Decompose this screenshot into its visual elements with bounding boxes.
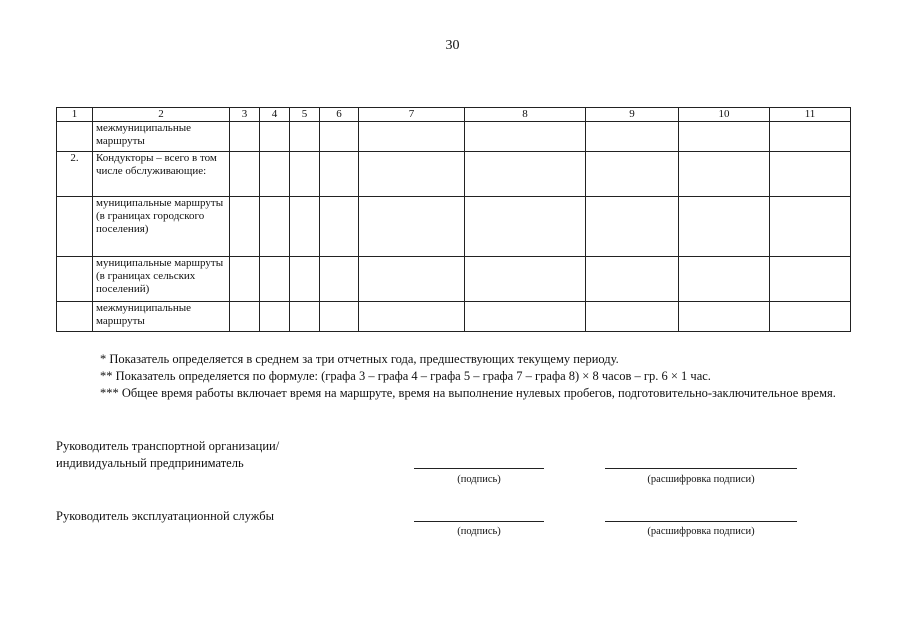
row-number: 2. [57, 152, 93, 197]
empty-cell [679, 197, 770, 257]
empty-cell [770, 152, 851, 197]
empty-cell [260, 257, 290, 302]
ops-signature-line [414, 521, 544, 522]
table-row [57, 152, 851, 197]
empty-cell [320, 197, 359, 257]
column-header: 8 [465, 108, 586, 122]
empty-cell [230, 152, 260, 197]
empty-cell [359, 122, 465, 152]
row-label: муниципальные маршруты (в границах городского поселения) [93, 197, 230, 257]
column-header: 7 [359, 108, 465, 122]
column-header: 9 [586, 108, 679, 122]
empty-cell [679, 302, 770, 332]
empty-cell [465, 302, 586, 332]
head-decoding-line [605, 468, 797, 469]
empty-cell [679, 122, 770, 152]
column-header: 2 [93, 108, 230, 122]
empty-cell [770, 302, 851, 332]
empty-cell [290, 257, 320, 302]
table-row [57, 302, 851, 332]
empty-cell [770, 197, 851, 257]
empty-cell [290, 152, 320, 197]
column-header: 10 [679, 108, 770, 122]
footnotes [56, 351, 851, 402]
row-number [57, 302, 93, 332]
table-row [57, 122, 851, 152]
empty-cell [359, 197, 465, 257]
column-header: 11 [770, 108, 851, 122]
head-label-line1: Руководитель транспортной организации/ [56, 439, 280, 453]
row-label: Кондукторы – всего в том числе обслуживающие: [93, 152, 230, 197]
report-table [56, 107, 851, 332]
empty-cell [465, 257, 586, 302]
empty-cell [320, 302, 359, 332]
row-label: межмуниципальные маршруты [93, 122, 230, 152]
empty-cell [230, 122, 260, 152]
empty-cell [770, 122, 851, 152]
row-number [57, 197, 93, 257]
ops-signature-label: Руководитель эксплуатационной службы [56, 509, 274, 523]
empty-cell [260, 152, 290, 197]
column-header: 5 [290, 108, 320, 122]
table-row [57, 197, 851, 257]
empty-cell [465, 197, 586, 257]
empty-cell [679, 257, 770, 302]
empty-cell [359, 152, 465, 197]
empty-cell [770, 257, 851, 302]
ops-signature-caption: (подпись) [457, 526, 501, 537]
empty-cell [359, 257, 465, 302]
empty-cell [290, 197, 320, 257]
empty-cell [586, 152, 679, 197]
column-header: 3 [230, 108, 260, 122]
head-label-line2: индивидуальный предприниматель [56, 456, 244, 470]
empty-cell [465, 152, 586, 197]
empty-cell [465, 122, 586, 152]
empty-cell [359, 302, 465, 332]
head-signature-line [414, 468, 544, 469]
page-number: 30 [445, 38, 460, 53]
head-signature-caption: (подпись) [457, 474, 501, 485]
empty-cell [260, 122, 290, 152]
empty-cell [230, 302, 260, 332]
row-number [57, 257, 93, 302]
empty-cell [586, 257, 679, 302]
footnote-3: *** Общее время работы включает время на маршруте, время на выполнение нулевых пробегов, подготовительно-заключительное время. [100, 386, 836, 400]
row-label: межмуниципальные маршруты [93, 302, 230, 332]
row-number [57, 122, 93, 152]
empty-cell [320, 257, 359, 302]
empty-cell [320, 122, 359, 152]
table-row [57, 257, 851, 302]
row-label: муниципальные маршруты (в границах сельских поселений) [93, 257, 230, 302]
empty-cell [586, 122, 679, 152]
empty-cell [679, 152, 770, 197]
column-header: 1 [57, 108, 93, 122]
empty-cell [260, 302, 290, 332]
ops-decoding-line [605, 521, 797, 522]
column-header: 6 [320, 108, 359, 122]
empty-cell [320, 152, 359, 197]
footnote-1: * Показатель определяется в среднем за три отчетных года, предшествующих текущему периоду. [100, 352, 619, 366]
ops-decoding-caption: (расшифровка подписи) [647, 526, 755, 537]
table-header-row [57, 108, 851, 122]
empty-cell [230, 197, 260, 257]
head-decoding-caption: (расшифровка подписи) [647, 474, 755, 485]
empty-cell [586, 302, 679, 332]
empty-cell [290, 302, 320, 332]
empty-cell [290, 122, 320, 152]
empty-cell [586, 197, 679, 257]
column-header: 4 [260, 108, 290, 122]
empty-cell [230, 257, 260, 302]
footnote-2: ** Показатель определяется по формуле: (графа 3 – графа 4 – графа 5 – графа 7 – графа 8) × 8 часов – гр. 6 × 1 час. [100, 369, 711, 383]
empty-cell [260, 197, 290, 257]
head-signature-label [56, 438, 279, 472]
